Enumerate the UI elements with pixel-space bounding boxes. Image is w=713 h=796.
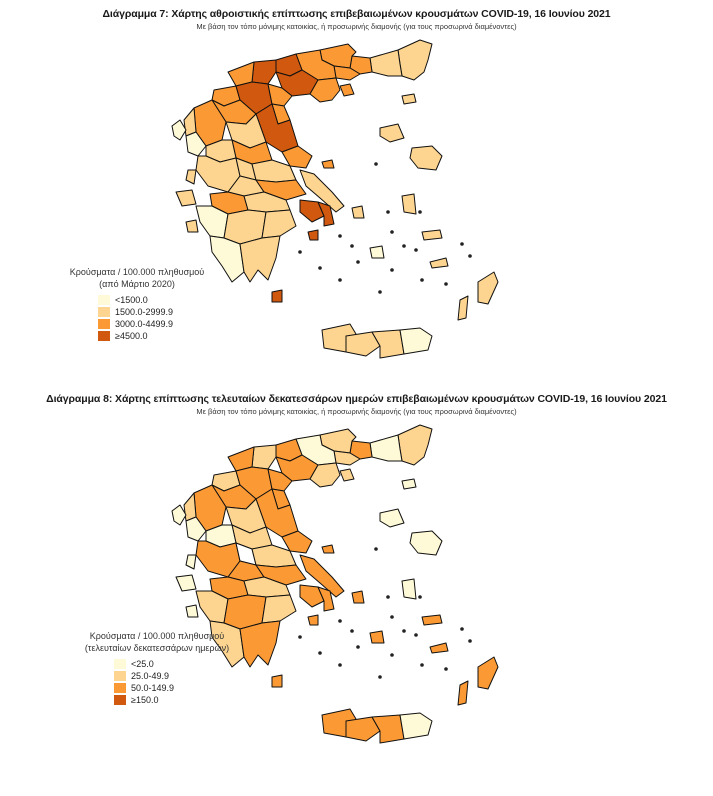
region-kythira: [272, 675, 282, 687]
legend-title-line2: (από Μάρτιο 2020): [99, 279, 175, 289]
region-lefkada: [186, 170, 196, 184]
region-thrace-mid: [370, 435, 402, 461]
islet-marker: [356, 260, 360, 264]
legend-swatch: [98, 307, 110, 317]
diagram-7-title: Διάγραμμα 7: Χάρτης αθροιστικής επίπτωσης επιβεβαιωμένων κρουσμάτων COVID-19, 16 Ιουνίου 2021: [102, 8, 611, 20]
region-samothraki: [402, 94, 416, 104]
legend-swatch: [114, 695, 126, 705]
islet-marker: [338, 278, 342, 282]
islet-marker: [390, 268, 394, 272]
islet-marker: [460, 242, 464, 246]
legend-item: 50.0-149.9: [114, 682, 252, 694]
islet-marker: [444, 282, 448, 286]
legend-item: 25.0-49.9: [114, 670, 252, 682]
region-pella: [252, 60, 276, 84]
region-zakynthos: [186, 605, 198, 617]
islet-marker: [418, 595, 422, 599]
region-zakynthos: [186, 220, 198, 232]
region-skiathos: [322, 160, 334, 168]
region-lesvos: [410, 146, 442, 170]
diagram-8-panel: [0, 385, 713, 796]
legend-swatch: [98, 331, 110, 341]
region-kythira: [272, 290, 282, 302]
islet-marker: [444, 667, 448, 671]
islet-marker: [338, 234, 342, 238]
islet-marker: [420, 278, 424, 282]
region-kefalonia: [176, 190, 196, 206]
islet-marker: [414, 248, 418, 252]
region-naxos: [370, 631, 384, 643]
region-argolida: [262, 595, 296, 623]
region-lefkada: [186, 555, 196, 569]
islet-marker: [386, 210, 390, 214]
diagram-8-legend: [62, 630, 252, 706]
legend-swatch: [98, 295, 110, 305]
islet-marker: [298, 635, 302, 639]
islet-marker: [378, 290, 382, 294]
region-kos: [430, 258, 448, 268]
region-andros: [352, 206, 364, 218]
legend-item: <25.0: [114, 658, 252, 670]
region-aegina: [308, 230, 318, 240]
islet-marker: [390, 653, 394, 657]
diagram-8-title: Διάγραμμα 8: Χάρτης επίπτωσης τελευταίων δεκατεσσάρων ημερών επιβεβαιωμένων κρουσμάτων COVID-19, 16 Ιουνίου 2021: [46, 393, 667, 405]
diagram-8-map: [0, 385, 713, 796]
islet-marker: [338, 619, 342, 623]
region-skiathos: [322, 545, 334, 553]
region-thrace-east: [398, 40, 432, 80]
islet-marker: [350, 629, 354, 633]
islet-marker: [468, 639, 472, 643]
islet-marker: [350, 244, 354, 248]
islet-marker: [420, 663, 424, 667]
region-thasos: [340, 469, 354, 481]
islet-marker: [298, 250, 302, 254]
region-naxos: [370, 246, 384, 258]
legend-title-line1: Κρούσματα / 100.000 πληθυσμού: [69, 267, 205, 277]
legend-title-line2: (τελευταίων δεκατεσσάρων ημερών): [84, 643, 230, 653]
region-argolida: [262, 210, 296, 238]
legend-title-line1: Κρούσματα / 100.000 πληθυσμού: [89, 631, 225, 641]
diagram-7-legend: [52, 266, 222, 342]
diagram-7-panel: [0, 0, 713, 385]
region-thasos: [340, 84, 354, 96]
islet-marker: [402, 629, 406, 633]
region-samos: [422, 615, 442, 625]
region-kos: [430, 643, 448, 653]
region-thrace-east: [398, 425, 432, 465]
legend-item: ≥150.0: [114, 694, 252, 706]
region-lesvos: [410, 531, 442, 555]
region-karpathos: [458, 681, 468, 705]
region-samothraki: [402, 479, 416, 489]
islet-marker: [318, 651, 322, 655]
region-thesprotia: [184, 493, 196, 521]
islet-marker: [386, 595, 390, 599]
legend-swatch: [98, 319, 110, 329]
region-rhodes: [478, 272, 498, 304]
region-lakonia: [240, 236, 280, 282]
legend-item: 3000.0-4499.9: [98, 318, 222, 330]
region-karpathos: [458, 296, 468, 320]
region-pella: [252, 445, 276, 469]
region-andros: [352, 591, 364, 603]
islet-marker: [414, 633, 418, 637]
legend-swatch: [114, 659, 126, 669]
islet-marker: [356, 645, 360, 649]
islet-marker: [468, 254, 472, 258]
legend-item: 1500.0-2999.9: [98, 306, 222, 318]
islet-marker: [460, 627, 464, 631]
region-aegina: [308, 615, 318, 625]
region-kefalonia: [176, 575, 196, 591]
region-rhodes: [478, 657, 498, 689]
region-thrace-mid: [370, 50, 402, 76]
islet-marker: [390, 615, 394, 619]
region-chios: [402, 194, 416, 214]
islet-marker: [374, 547, 378, 551]
islet-marker: [402, 244, 406, 248]
region-lemnos: [380, 509, 404, 527]
legend-item: ≥4500.0: [98, 330, 222, 342]
region-thesprotia: [184, 108, 196, 136]
islet-marker: [378, 675, 382, 679]
islet-marker: [338, 663, 342, 667]
islet-marker: [390, 230, 394, 234]
diagram-7-subtitle: Με βάση τον τόπο μόνιμης κατοικίας, ή προσωρινής διαμονής (για τους προσωρινά διαμένοντες): [196, 22, 517, 31]
region-samos: [422, 230, 442, 240]
legend-swatch: [114, 683, 126, 693]
region-crete-e: [400, 713, 432, 739]
region-lemnos: [380, 124, 404, 142]
legend-swatch: [114, 671, 126, 681]
islet-marker: [374, 162, 378, 166]
islet-marker: [418, 210, 422, 214]
region-crete-e: [400, 328, 432, 354]
diagram-8-subtitle: Με βάση τον τόπο μόνιμης κατοικίας, ή προσωρινής διαμονής (για τους προσωρινά διαμένοντες): [196, 407, 517, 416]
legend-item: <1500.0: [98, 294, 222, 306]
islet-marker: [318, 266, 322, 270]
region-chios: [402, 579, 416, 599]
